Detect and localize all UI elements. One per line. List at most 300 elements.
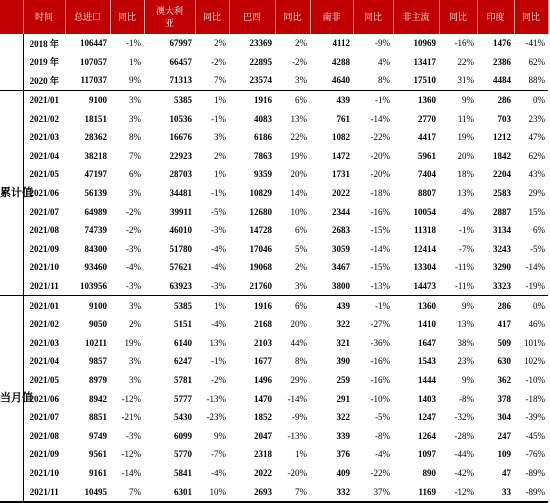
data-cell: 321 [336, 337, 350, 348]
data-cell: 2103 [254, 337, 272, 348]
data-cell: 2022 [332, 188, 350, 199]
data-cell: 109 [497, 449, 511, 460]
table-body [0, 34, 548, 502]
south-africa-column-header: 南非 [310, 0, 353, 34]
row-period-cell: 2021/01 [29, 300, 59, 311]
data-cell: 34481 [169, 188, 192, 199]
data-cell: 9100 [89, 300, 107, 311]
data-cell: 1% [295, 449, 307, 460]
data-cell: 5770 [174, 449, 192, 460]
table-row [0, 464, 548, 483]
row-period-cell: 2021/10 [29, 467, 59, 478]
data-cell: 2318 [254, 449, 272, 460]
header-row [0, 0, 548, 34]
data-cell: 47197 [84, 169, 107, 180]
row-period-cell: 2020 年 [23, 71, 65, 90]
data-cell: 332 [310, 482, 353, 502]
data-cell: -23% [206, 412, 226, 423]
data-cell: -5% [211, 206, 226, 217]
data-cell: 10829 [249, 188, 272, 199]
data-cell: -2% [211, 56, 226, 67]
data-cell: 84300 [84, 243, 107, 254]
data-cell: 286 [497, 95, 511, 106]
table-row [0, 221, 548, 240]
data-cell: -18% [525, 393, 545, 404]
table-row [0, 147, 548, 166]
data-cell: 57621 [169, 262, 192, 273]
data-cell: 8% [129, 132, 141, 143]
data-cell: 3% [129, 300, 141, 311]
data-cell: 20% [290, 169, 307, 180]
data-cell: -2% [211, 374, 226, 385]
table-row [0, 202, 548, 221]
data-cell: 1082 [332, 132, 350, 143]
table-row [0, 128, 548, 147]
data-cell: 17510 [393, 71, 439, 90]
data-cell: -9% [292, 412, 307, 423]
data-cell: 6% [295, 300, 307, 311]
data-cell: -14% [370, 113, 390, 124]
data-cell: 10536 [169, 113, 192, 124]
data-cell: 3% [275, 277, 310, 296]
row-period-cell: 2021/04 [29, 150, 59, 161]
data-cell: 1410 [418, 319, 436, 330]
table-row [0, 334, 548, 353]
data-cell: 1852 [254, 412, 272, 423]
data-cell: 376 [336, 449, 350, 460]
data-cell: 106447 [80, 38, 107, 49]
data-cell: -4% [211, 467, 226, 478]
data-cell: -18% [370, 188, 390, 199]
data-cell: 1% [129, 56, 141, 67]
data-cell: 9% [462, 95, 474, 106]
row-period-cell: 2021/08 [29, 430, 59, 441]
data-cell: 322 [336, 319, 350, 330]
data-cell: 64989 [84, 206, 107, 217]
data-cell: 101% [524, 337, 545, 348]
data-cell: 14728 [249, 225, 272, 236]
row-period-cell: 2021/07 [29, 412, 59, 423]
data-cell: 1543 [418, 356, 436, 367]
data-cell: 2693 [229, 482, 275, 502]
data-cell: -4% [126, 262, 141, 273]
section-column-header [0, 0, 23, 34]
data-cell: -1% [375, 95, 390, 106]
data-cell: 339 [336, 430, 350, 441]
data-cell: 5430 [174, 412, 192, 423]
data-cell: 0% [533, 95, 545, 106]
data-cell: 66457 [169, 56, 192, 67]
data-cell: -1% [459, 225, 474, 236]
data-cell: 2683 [332, 225, 350, 236]
data-cell: 7% [195, 71, 229, 90]
data-cell: 247 [497, 430, 511, 441]
data-cell: -9% [375, 38, 390, 49]
data-cell: 2% [295, 38, 307, 49]
data-cell: 1403 [418, 393, 436, 404]
data-cell: 2% [214, 38, 226, 49]
data-cell: -11% [439, 277, 477, 296]
data-cell: 13417 [413, 56, 436, 67]
data-cell: 1212 [493, 132, 511, 143]
data-cell: -1% [375, 300, 390, 311]
row-period-cell: 2021/09 [29, 243, 59, 254]
data-cell: 1916 [254, 300, 272, 311]
data-cell: 3134 [493, 225, 511, 236]
row-period-cell: 2021/05 [29, 374, 59, 385]
data-cell: 103956 [65, 277, 110, 296]
data-cell: 3467 [332, 262, 350, 273]
data-cell: 4417 [418, 132, 436, 143]
data-cell: 23369 [249, 38, 272, 49]
table-row [0, 426, 548, 445]
row-period-cell: 2021/10 [29, 262, 59, 273]
australia-yoy-column-header: 同比 [195, 0, 229, 34]
data-cell: 2344 [332, 206, 350, 217]
data-cell: 6247 [174, 356, 192, 367]
data-cell: 13304 [413, 262, 436, 273]
table-row [0, 184, 548, 203]
data-cell: -13% [287, 430, 307, 441]
data-cell: 6% [295, 95, 307, 106]
data-cell: 10% [195, 482, 229, 502]
data-cell: 19% [290, 150, 307, 161]
row-period-cell: 2021/06 [29, 188, 59, 199]
data-cell: 9050 [89, 319, 107, 330]
data-cell: 17046 [249, 243, 272, 254]
table-row [0, 109, 548, 128]
data-cell: 703 [497, 113, 511, 124]
data-cell: 439 [336, 300, 350, 311]
data-cell: 417 [497, 319, 511, 330]
data-cell: 7404 [418, 169, 436, 180]
data-cell: 1470 [254, 393, 272, 404]
data-cell: 13% [209, 337, 226, 348]
data-cell: 47% [528, 132, 545, 143]
data-cell: 1731 [332, 169, 350, 180]
data-cell: 7863 [254, 150, 272, 161]
section-label: 当月值 [0, 296, 23, 502]
data-cell: 6140 [174, 337, 192, 348]
data-cell: 37% [353, 482, 393, 502]
data-cell: 13% [457, 319, 474, 330]
table-row [0, 315, 548, 334]
data-cell: -44% [454, 449, 474, 460]
data-cell: 9% [462, 300, 474, 311]
data-cell: 9749 [89, 430, 107, 441]
data-cell: 46% [528, 319, 545, 330]
data-cell: 3% [129, 188, 141, 199]
data-cell: 11318 [413, 225, 436, 236]
data-cell: 12680 [249, 206, 272, 217]
data-cell: 8% [353, 71, 393, 90]
data-cell: -16% [370, 356, 390, 367]
table-row [0, 90, 548, 109]
data-cell: 62% [528, 150, 545, 161]
data-cell: -12% [121, 393, 141, 404]
data-cell: 8942 [89, 393, 107, 404]
data-cell: 18151 [84, 113, 107, 124]
data-cell: 5% [295, 243, 307, 254]
india-column-header: 印度 [477, 0, 514, 34]
data-cell: -21% [121, 412, 141, 423]
data-cell: 322 [336, 412, 350, 423]
data-cell: 22895 [249, 56, 272, 67]
data-cell: -3% [126, 430, 141, 441]
data-cell: 3% [214, 132, 226, 143]
data-cell: 1647 [418, 337, 436, 348]
data-cell: -16% [454, 38, 474, 49]
data-cell: 3290 [493, 262, 511, 273]
data-cell: -3% [126, 243, 141, 254]
row-period-cell: 2021/08 [29, 225, 59, 236]
data-cell: 6301 [144, 482, 195, 502]
data-cell: 20% [457, 150, 474, 161]
data-cell: 67997 [169, 38, 192, 49]
data-cell: 5151 [174, 319, 192, 330]
data-cell: -20% [370, 169, 390, 180]
data-cell: -4% [375, 449, 390, 460]
brazil-yoy-column-header: 同比 [275, 0, 310, 34]
data-cell: 2770 [418, 113, 436, 124]
data-cell: 15% [528, 206, 545, 217]
data-cell: 9% [462, 374, 474, 385]
data-cell: 46010 [169, 225, 192, 236]
data-cell: 6% [129, 169, 141, 180]
data-cell: 9100 [89, 95, 107, 106]
data-cell: 5961 [418, 150, 436, 161]
data-cell: 7% [275, 482, 310, 502]
australia-column-header: 澳大利亚 [144, 0, 195, 34]
data-cell: 1097 [418, 449, 436, 460]
data-cell: -14% [525, 262, 545, 273]
table-row [0, 34, 548, 53]
data-cell: 4288 [332, 56, 350, 67]
data-cell: 29% [528, 188, 545, 199]
data-cell: 2168 [254, 319, 272, 330]
data-cell: 9% [110, 71, 144, 90]
brazil-column-header: 巴西 [229, 0, 275, 34]
total-yoy-column-header: 同比 [110, 0, 144, 34]
data-cell: -15% [370, 262, 390, 273]
data-cell: 4083 [254, 113, 272, 124]
data-cell: 9359 [254, 169, 272, 180]
data-cell: 3800 [310, 277, 353, 296]
data-cell: 1360 [418, 300, 436, 311]
data-cell: -14% [370, 243, 390, 254]
data-cell: 5385 [174, 300, 192, 311]
data-cell: 3% [275, 71, 310, 90]
data-cell: -5% [375, 412, 390, 423]
data-cell: 1472 [332, 150, 350, 161]
data-cell: 2022 [254, 467, 272, 478]
data-cell: 21760 [229, 277, 275, 296]
data-cell: 3243 [493, 243, 511, 254]
data-cell: 44% [290, 337, 307, 348]
data-cell: 5777 [174, 393, 192, 404]
data-cell: 56139 [84, 188, 107, 199]
data-cell: -45% [525, 430, 545, 441]
data-cell: 3% [129, 374, 141, 385]
data-cell: -1% [211, 113, 226, 124]
data-cell: -3% [195, 277, 229, 296]
data-cell: -16% [370, 374, 390, 385]
data-cell: 47 [502, 467, 511, 478]
row-period-cell: 2021/06 [29, 393, 59, 404]
data-cell: 38% [457, 337, 474, 348]
data-cell: 2% [295, 262, 307, 273]
data-cell: -7% [211, 449, 226, 460]
data-cell: -13% [353, 277, 393, 296]
data-cell: -4% [211, 262, 226, 273]
data-cell: 20% [290, 319, 307, 330]
india-yoy-column-header: 同比 [514, 0, 548, 34]
data-cell: 6099 [174, 430, 192, 441]
data-cell: -11% [454, 262, 474, 273]
data-cell: -8% [459, 393, 474, 404]
data-cell: 88% [514, 71, 548, 90]
data-cell: 13% [290, 113, 307, 124]
data-cell: 1169 [393, 482, 439, 502]
south-africa-yoy-column-header: 同比 [353, 0, 393, 34]
data-cell: 1247 [418, 412, 436, 423]
data-cell: 509 [497, 337, 511, 348]
data-cell: 4112 [332, 38, 350, 49]
data-cell: 51780 [169, 243, 192, 254]
data-cell: -89% [514, 482, 548, 502]
data-cell: -1% [126, 38, 141, 49]
data-cell: 117037 [65, 71, 110, 90]
data-cell: 71313 [144, 71, 195, 90]
row-period-cell: 2021/02 [29, 113, 59, 124]
data-cell: 63923 [144, 277, 195, 296]
table-row [0, 165, 548, 184]
data-cell: 390 [336, 356, 350, 367]
data-cell: 761 [336, 113, 350, 124]
row-period-cell: 2021/09 [29, 449, 59, 460]
data-cell: 11% [457, 113, 474, 124]
data-cell: 19% [457, 132, 474, 143]
data-cell: -39% [525, 412, 545, 423]
row-period-cell: 2021/03 [29, 132, 59, 143]
table-row [0, 296, 548, 315]
data-cell: 1% [214, 95, 226, 106]
table-row [0, 240, 548, 259]
data-cell: -20% [370, 150, 390, 161]
data-cell: 16676 [169, 132, 192, 143]
non-mainstream-yoy-column-header: 同比 [439, 0, 477, 34]
row-period-cell: 2021/11 [23, 482, 65, 502]
data-cell: -16% [370, 206, 390, 217]
row-period-cell: 2021/04 [29, 356, 59, 367]
data-cell: 10969 [413, 38, 436, 49]
data-cell: 93460 [84, 262, 107, 273]
data-cell: 8851 [89, 412, 107, 423]
data-cell: 22% [290, 132, 307, 143]
table-row [0, 389, 548, 408]
row-period-cell: 2021/02 [29, 319, 59, 330]
data-cell: -22% [370, 132, 390, 143]
data-cell: 14473 [393, 277, 439, 296]
data-cell: 2887 [493, 206, 511, 217]
data-cell: 33 [477, 482, 514, 502]
row-period-cell: 2018 年 [29, 38, 59, 49]
non-mainstream-column-header: 非主流 [393, 0, 439, 34]
data-cell: 5781 [174, 374, 192, 385]
row-period-cell: 2021/01 [29, 95, 59, 106]
data-cell: 4640 [310, 71, 353, 90]
data-cell: 14% [290, 188, 307, 199]
data-cell: 1677 [254, 356, 272, 367]
time-column-header: 时间 [23, 0, 65, 34]
data-cell: 4484 [477, 71, 514, 90]
data-cell: -5% [530, 243, 545, 254]
data-cell: 286 [497, 300, 511, 311]
data-cell: 1% [214, 300, 226, 311]
data-cell: 362 [497, 374, 511, 385]
row-period-cell: 2021/07 [29, 206, 59, 217]
data-cell: 1476 [493, 38, 511, 49]
data-cell: 19% [124, 337, 141, 348]
data-cell: 6% [533, 225, 545, 236]
data-cell: 259 [336, 374, 350, 385]
data-cell: -12% [121, 449, 141, 460]
data-cell: 8979 [89, 374, 107, 385]
data-cell: 0% [533, 300, 545, 311]
data-cell: -76% [525, 449, 545, 460]
data-cell: 2386 [493, 56, 511, 67]
data-cell: -10% [370, 393, 390, 404]
data-cell: -19% [514, 277, 548, 296]
data-cell: 409 [336, 467, 350, 478]
table-row [0, 371, 548, 390]
table-row [0, 352, 548, 371]
data-cell: 9161 [89, 467, 107, 478]
data-cell: -3% [211, 225, 226, 236]
data-cell: 28362 [84, 132, 107, 143]
table-row [0, 482, 548, 502]
data-cell: 10495 [65, 482, 110, 502]
data-cell: 6% [295, 225, 307, 236]
data-cell: -13% [206, 393, 226, 404]
data-cell: 1264 [418, 430, 436, 441]
data-cell: 10211 [84, 337, 107, 348]
data-cell: 9561 [89, 449, 107, 460]
data-cell: 3% [129, 356, 141, 367]
data-cell: 9% [214, 430, 226, 441]
data-cell: -8% [375, 430, 390, 441]
data-cell: 3323 [477, 277, 514, 296]
table-row [0, 408, 548, 427]
data-cell: 439 [336, 95, 350, 106]
data-cell: 1% [214, 169, 226, 180]
data-cell: -2% [126, 225, 141, 236]
data-cell: 23% [528, 113, 545, 124]
data-cell: 74739 [84, 225, 107, 236]
data-cell: 6186 [254, 132, 272, 143]
data-cell: 4% [378, 56, 390, 67]
table-row [0, 445, 548, 464]
data-cell: 1842 [493, 150, 511, 161]
data-cell: -36% [370, 337, 390, 348]
data-cell: 12414 [413, 243, 436, 254]
data-cell: -1% [211, 356, 226, 367]
data-cell: -12% [439, 482, 477, 502]
data-cell: -28% [454, 430, 474, 441]
data-cell: 890 [422, 467, 436, 478]
data-cell: 5841 [174, 467, 192, 478]
row-period-cell: 2021/11 [23, 277, 65, 296]
